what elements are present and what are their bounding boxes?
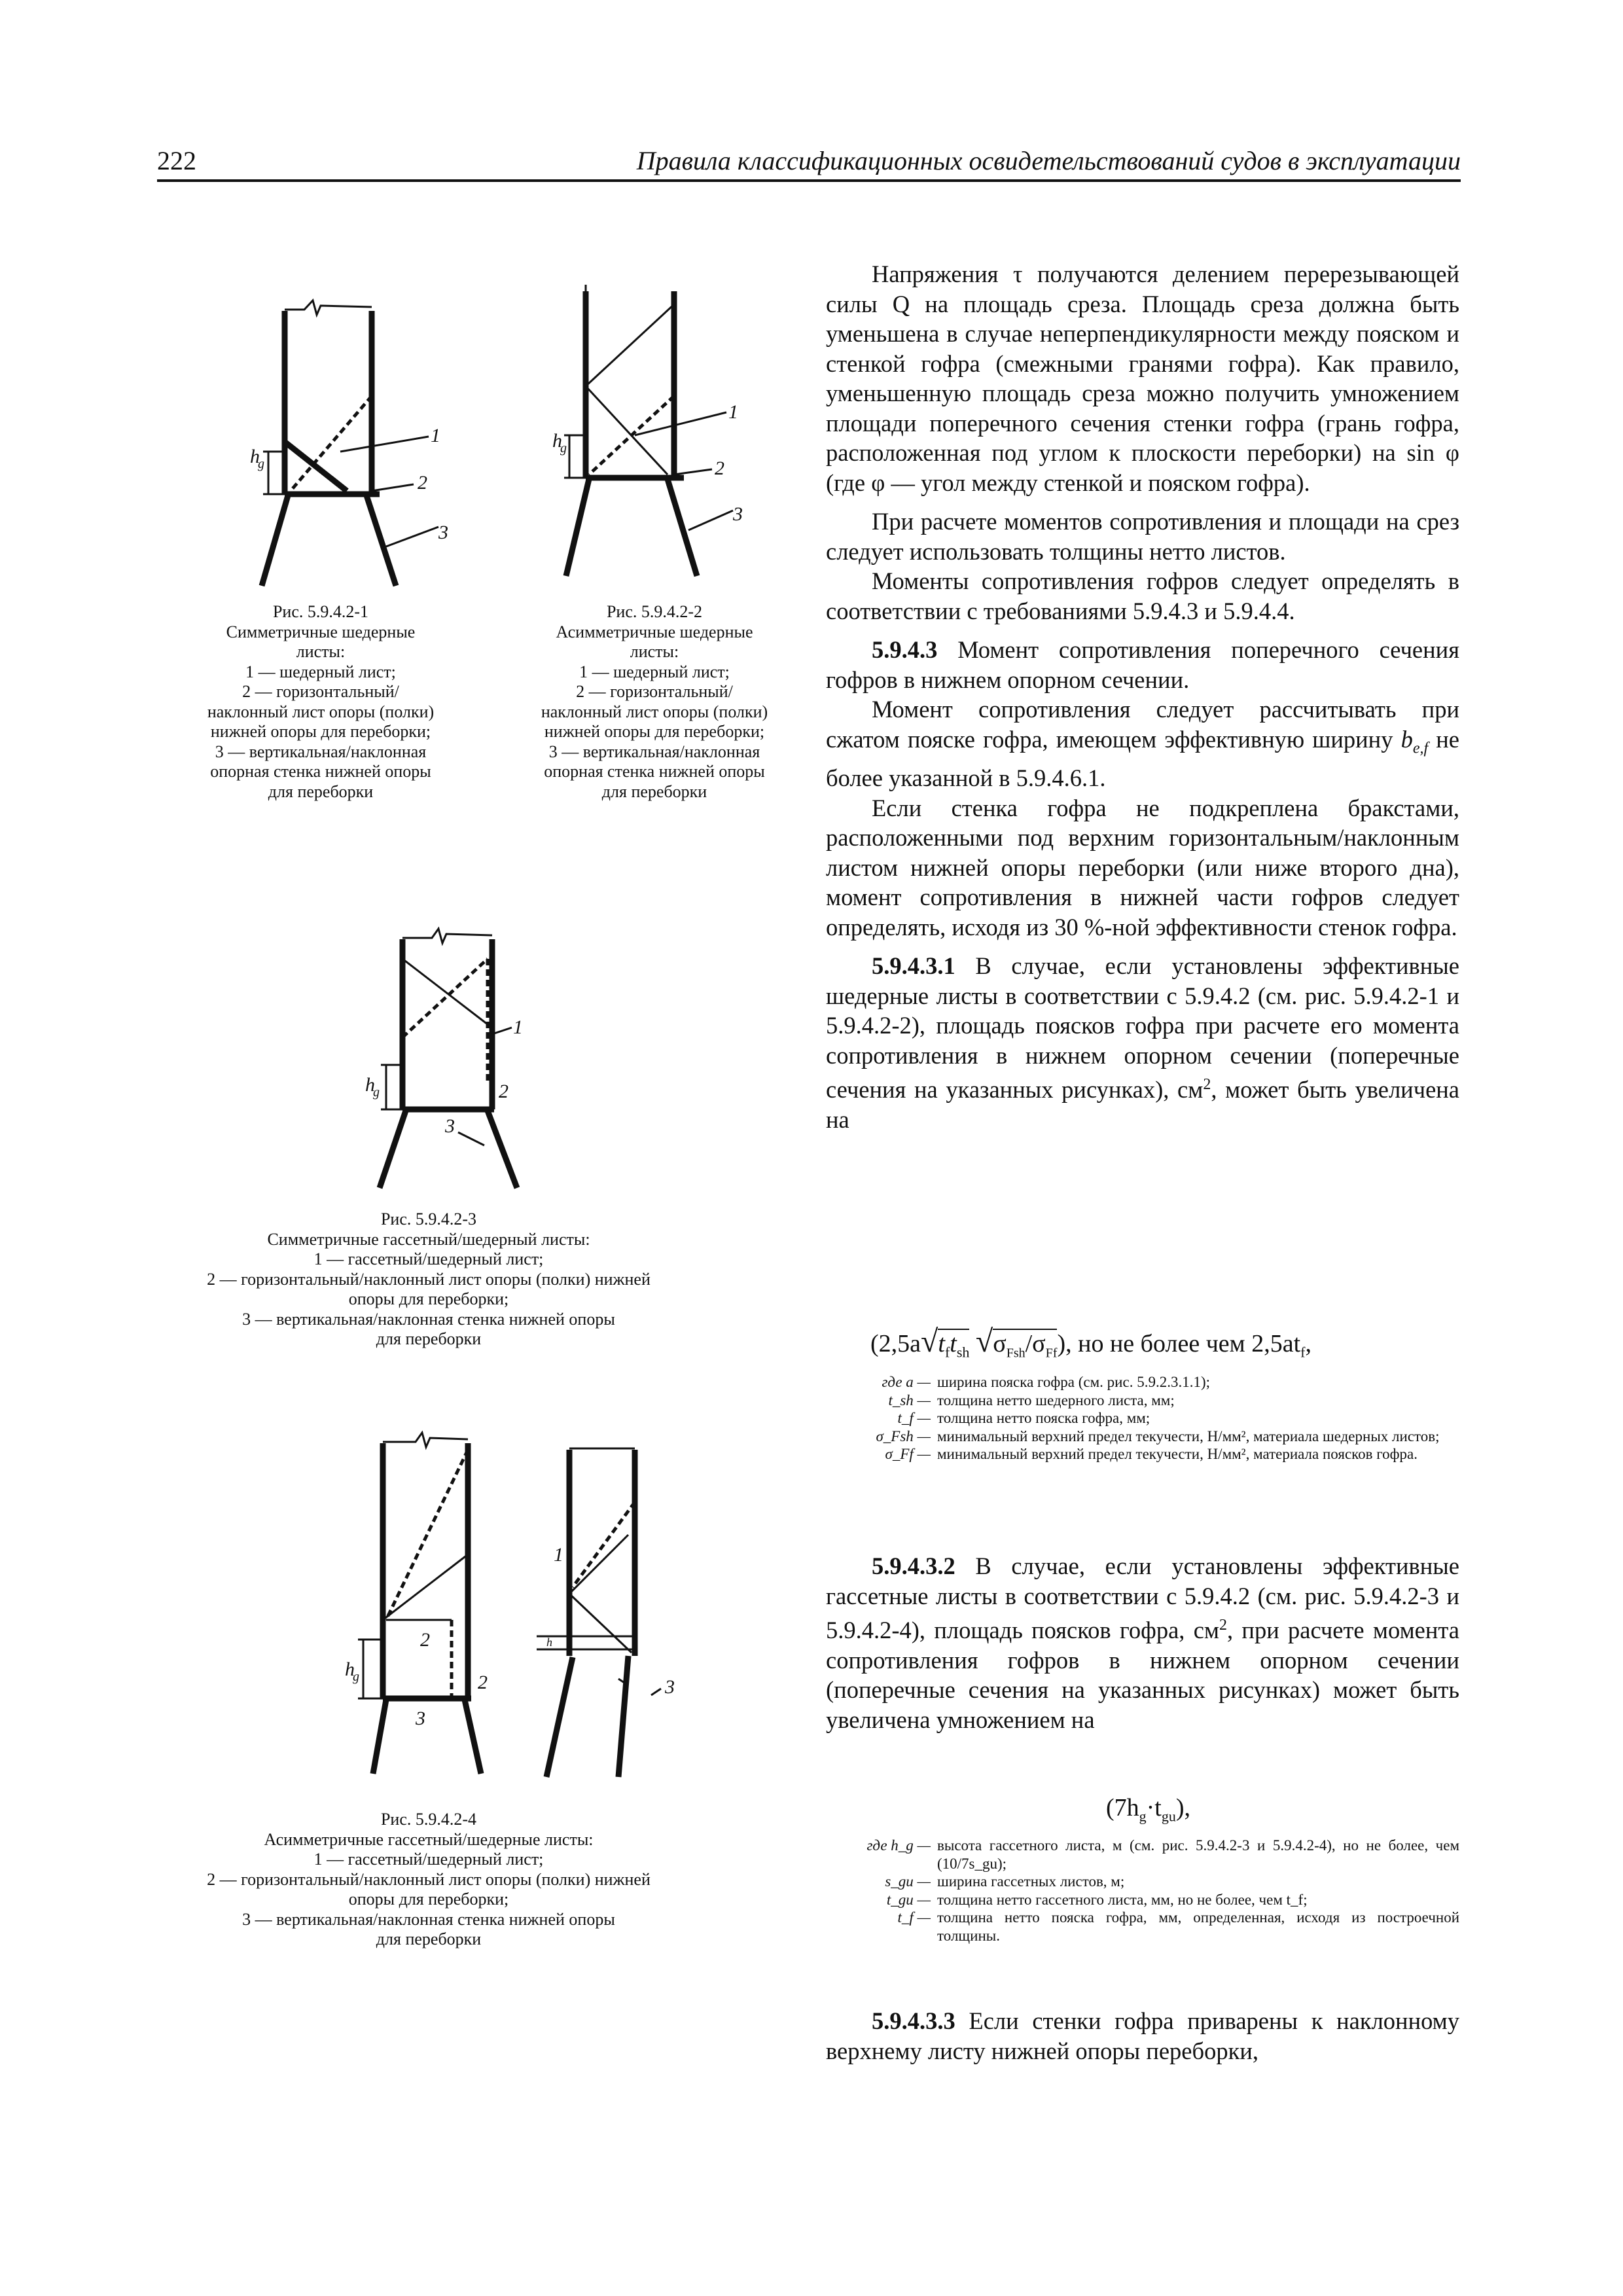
svg-text:2: 2 xyxy=(715,457,724,479)
paragraph-moment-requirements: Моменты сопротивления гофров следует определять в соответствии с требованиями 5.9.4.3 и 5.9.4.4. xyxy=(826,567,1459,624)
svg-text:2: 2 xyxy=(420,1629,430,1651)
page-number: 222 xyxy=(157,146,196,175)
svg-text:3: 3 xyxy=(733,503,743,525)
svg-text:1: 1 xyxy=(554,1544,563,1566)
section-5-9-4-3-2: 5.9.4.3.2 В случае, если установлены эффективные гассетные листы в соответствии с 5.9.4.2 (см. рис. 5.9.4.2-3 и 5.9.4.2-4), площадь поясков гофра, $см^2$, при расчете момента сопротивления гофров в нижнем опорном сечении (поперечные сечения на указанных рисунках) может быть увеличена умножением на xyxy=(826,1552,1460,1733)
section-5-9-4-3-1: 5.9.4.3.1 В случае, если установлены эффективные шедерные листы в соответствии с 5.9.4.2 (см. рис. 5.9.4.2-1 и 5.9.4.2-2), площадь поясков гофра при расчете его момента сопротивления в нижнем опорном сечении (поперечные сечения на указанных рисунках), $см^2$, может быть увеличена на xyxy=(826,952,1459,1133)
svg-text:3: 3 xyxy=(416,1708,425,1729)
svg-text:h: h xyxy=(365,1074,375,1096)
figure-5-9-4-2-4-drawing xyxy=(321,1424,726,1790)
formula-legend-2: где h_g — высота гассетного листа, м (см. рис. 5.9.4.2-3 и 5.9.4.2-4), но не более, чем (10/7s_gu); s_gu — ширина гассетных листов, м; t_gu — толщина нетто гассетного листа, мм, но не более, чем t_f; t_f — толщина нетто пояска гофра, мм, определенная, исходя из построечной толщины. xyxy=(866,1837,1459,1944)
paragraph-shear-stress: Напряжения τ получаются делением перерезывающей силы Q на площадь среза. Площадь среза должна быть уменьшена в случае неперпендикулярности между пояском и стенкой гофра (смежными гранями гофра). Как правило, уменьшенную площадь среза можно получить умножением площади поперечного сечения стенки гофра (грань гофра, расположенная под углом к плоскости переборки) на sin φ (где φ — угол между стенкой и пояском гофра). xyxy=(826,260,1459,496)
svg-text:g: g xyxy=(353,1670,359,1684)
page-header xyxy=(157,145,1461,183)
svg-text:h: h xyxy=(546,1636,552,1649)
svg-text:3: 3 xyxy=(445,1115,455,1137)
svg-text:g: g xyxy=(560,441,567,456)
figure-5-9-4-2-3-caption: Рис. 5.9.4.2-3 Симметричные гассетный/шедерный листы: 1 — гассетный/шедерный лист; 2 — горизонтальный/наклонный лист опоры (полки) нижней опоры для переборки; 3 — вертикальная/наклонная стенка нижней опоры для переборки xyxy=(207,1210,651,1348)
label-hg: h xyxy=(250,446,260,467)
figure-5-9-4-2-2-caption: Рис. 5.9.4.2-2 Асимметричные шедерные листы: 1 — шедерный лист; 2 — горизонтальный/ наклонный лист опоры (полки) нижней опоры для переборки; 3 — вертикальная/наклонная опорная стенка нижней опоры для переборки xyxy=(541,602,768,801)
label-2: 2 xyxy=(418,472,427,493)
running-title: Правила классификационных освидетельствований судов в эксплуатации xyxy=(636,146,1461,175)
svg-text:g: g xyxy=(373,1085,380,1100)
svg-text:1: 1 xyxy=(728,401,738,423)
figure-5-9-4-2-1-drawing xyxy=(249,291,465,599)
svg-text:2: 2 xyxy=(478,1672,488,1693)
main-text-block-3 xyxy=(826,2006,1459,2066)
header-rule xyxy=(157,179,1461,182)
figure-5-9-4-2-4-caption: Рис. 5.9.4.2-4 Асимметричные гассетный/шедерные листы: 1 — гассетный/шедерный лист; 2 — горизонтальный/наклонный лист опоры (полки) нижней опоры для переборки; 3 — вертикальная/наклонная стенка нижней опоры для переборки xyxy=(207,1810,651,1948)
svg-text:3: 3 xyxy=(665,1676,675,1698)
svg-text:g: g xyxy=(258,457,264,471)
label-1: 1 xyxy=(431,425,440,446)
main-text-block-2 xyxy=(826,1551,1459,1734)
formula-legend-1: где a — ширина пояска гофра (см. рис. 5.9.2.3.1.1); t_sh — толщина нетто шедерного листа, мм; t_f — толщина нетто пояска гофра, мм; σ_Fsh — минимальный верхний предел текучести, Н/мм², материала шедерных листов; σ_Ff — минимальный верхний предел текучести, Н/мм², материала поясков гофра. xyxy=(876,1374,1440,1462)
figure-5-9-4-2-1-caption: Рис. 5.9.4.2-1 Симметричные шедерные листы: 1 — шедерный лист; 2 — горизонтальный/ наклонный лист опоры (полки) нижней опоры для переборки; 3 — вертикальная/наклонная опорная стенка нижней опоры для переборки xyxy=(207,602,435,801)
svg-text:1: 1 xyxy=(513,1016,523,1038)
main-text-block-1 xyxy=(826,259,1459,1134)
section-5-9-4-3: 5.9.4.3 Момент сопротивления поперечного сечения гофров в нижнем опорном сечении. xyxy=(826,636,1459,693)
figure-5-9-4-2-3-drawing xyxy=(353,920,589,1208)
svg-text:h: h xyxy=(552,430,562,452)
formula-shedder-increase: ($2,5a√t_ft_{sh}$ $√\sigma_{Fsh}/\sigma_{Ff}$), но не более чем $2,5at_f$, xyxy=(870,1324,1311,1361)
svg-text:2: 2 xyxy=(499,1081,508,1102)
paragraph-effective-width: Момент сопротивления следует рассчитывать при сжатом пояске гофра, имеющем эффективную ширину $b_{e,f}$ не более указанной в 5.9.4.6.1. xyxy=(826,696,1460,792)
paragraph-brackets: Если стенка гофра не подкреплена бракстами, расположенными под верхним горизонтальным/наклонным листом нижней опоры переборки (или ниже второго дна), момент сопротивления в нижней части гофров следует определять, исходя из 30 %-ной эффективности стенок гофра. xyxy=(826,794,1459,941)
figure-5-9-4-2-2-drawing xyxy=(537,278,759,599)
label-3: 3 xyxy=(438,522,448,543)
svg-text:h: h xyxy=(345,1659,355,1680)
paragraph-net-thickness: При расчете моментов сопротивления и площади на срез следует использовать толщины нетто листов. xyxy=(826,508,1459,565)
section-5-9-4-3-3: 5.9.4.3.3 Если стенки гофра приварены к наклонному верхнему листу нижней опоры переборки, xyxy=(826,2007,1459,2064)
formula-gusset-increase: $(7h_g\cdot t_{gu})$, xyxy=(1106,1794,1191,1825)
